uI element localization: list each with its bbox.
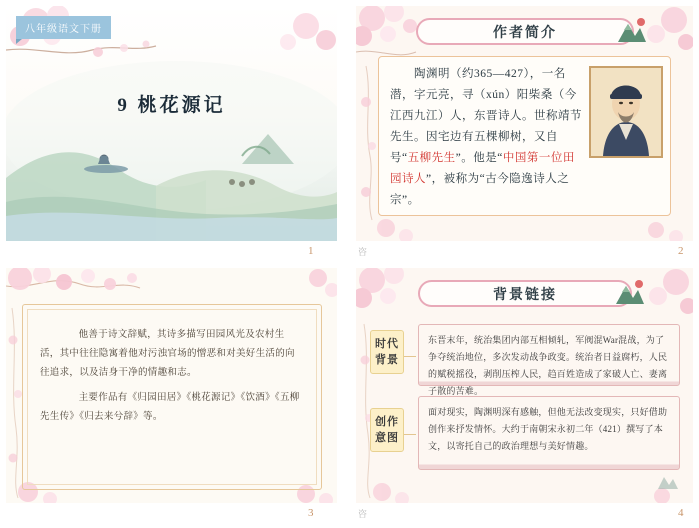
slide-4-banner-title: 背景链接 [493, 287, 557, 303]
slide-1-scene [6, 6, 337, 241]
slide-1-title: 9 桃花源记 [117, 95, 226, 116]
mountain-icon [612, 278, 646, 308]
connector-era [404, 356, 416, 357]
slide-3[interactable] [6, 268, 337, 503]
slide-4[interactable] [356, 268, 693, 503]
author-portrait [589, 66, 663, 158]
slide-2-page-number: 2 [678, 245, 684, 257]
note-era: 东晋末年，统治集团内部互相倾轧，军阀混War混战，为了争夺统治地位，多次发动战争政变。统治者日益腐朽，人民的赋税摇役，剥削压榨人民，趋百姓造成了家破人亡、妻离子散的苦难。 [418, 324, 680, 386]
slide-2-banner [416, 18, 634, 45]
slide-4-banner [418, 280, 632, 307]
slide-3-paragraph: 主要作品有《归园田居》《桃花源记》《饮酒》《五柳先生传》《归去来兮辞》等。 [40, 393, 300, 422]
slide-1-page-number: 1 [308, 245, 314, 257]
slide-2-body: 陶渊明（约365—427），一名潜，字元亮，寻（xún）阳柴桑（今江西九江）人，东晋诗人。世称靖节先生。因宅边有五棵柳树，又自号“五柳先生”。他是“中国第一位田园诗人”，被称为“古今隐逸诗人之宗”。 [390, 68, 582, 206]
slide-3-page-number: 3 [308, 507, 314, 519]
slide-4-page-number: 4 [678, 507, 684, 519]
slide-1[interactable] [6, 6, 337, 241]
slide-2[interactable] [356, 6, 693, 241]
slide-2-banner-title: 作者简介 [493, 25, 557, 41]
slide-3-corner-mark: 咨 [358, 509, 368, 519]
slide-3-paragraph: 他善于诗文辞赋，其诗多描写田园风光及农村生活，其中往往隐寓着他对污浊官场的憎恶和对美好生活的向往追求，以及洁身干净的情趣和志。 [40, 330, 295, 378]
slide-1-grade-tag: 八年级语文下册 [16, 16, 111, 39]
tag-intent: 创作意图 [370, 408, 404, 452]
note-intent: 面对现实，陶渊明深有感触，但他无法改变现实，只好借助创作来抒发情怀。大约于南朝宋永初二年（421）撰写了本文，以寄托自己的政治理想与美好情趣。 [418, 396, 680, 470]
mountain-icon [614, 16, 648, 46]
slide-2-corner-mark: 咨 [358, 247, 368, 257]
seal-icon [655, 471, 681, 493]
slide-3-body [40, 326, 302, 433]
connector-intent [404, 434, 416, 435]
tag-era: 时代背景 [370, 330, 404, 374]
